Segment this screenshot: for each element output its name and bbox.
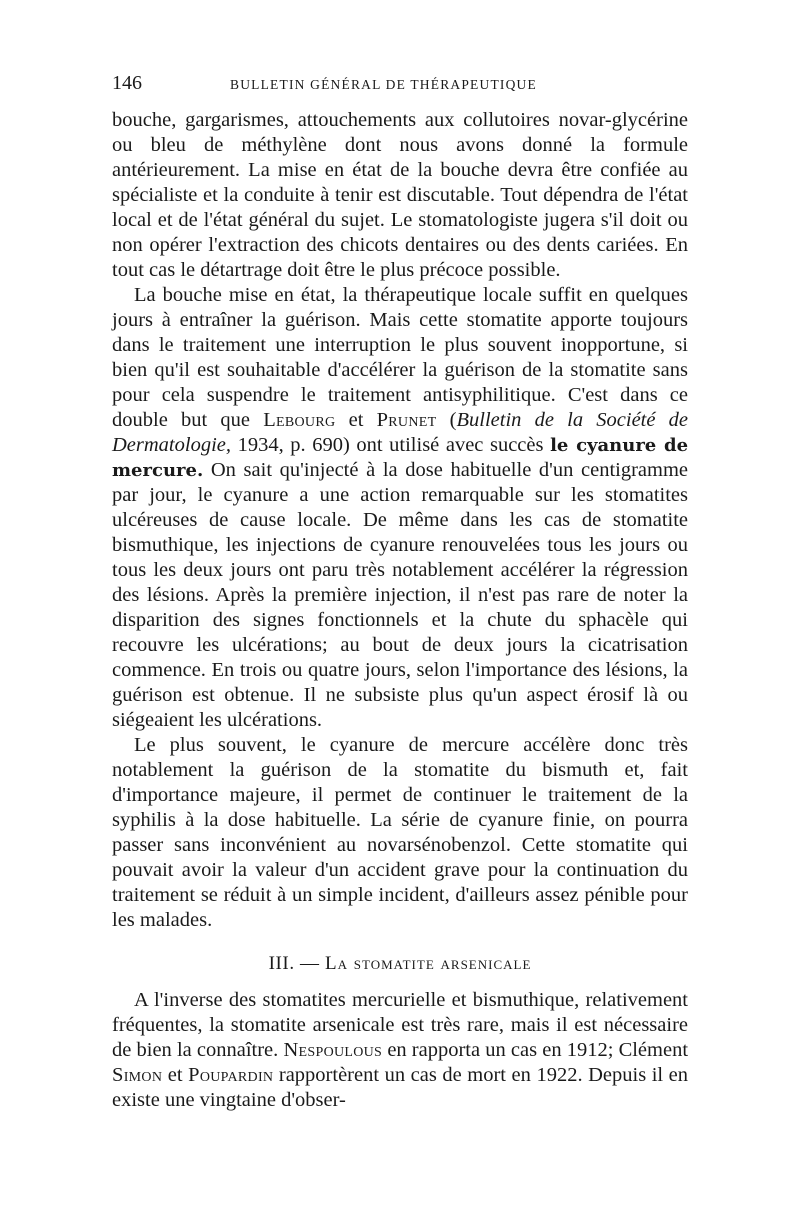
page (112, 72, 688, 1113)
citation-details: 1934, p. 690) (237, 434, 350, 456)
running-head: BULLETIN GÉNÉRAL DE THÉRAPEUTIQUE (230, 77, 537, 92)
paragraph-2 (112, 283, 688, 733)
page-number: 146 (112, 72, 142, 94)
section-numeral: III. — (268, 953, 320, 974)
paragraph-2-text-c: On sait qu'injecté à la dose habituelle d'un centigramme par jour, le cyanure a une action remarquable sur les stomatites ulcéreuses de cause locale. De même dans les cas de stomatite bismuthique, les injections de cyanure renouvelées tous les jours ou tous les deux jours ont paru très notablement accélérer la régression des lésions. Après la première injection, il n'est pas rare de noter la disparition des signes fonctionnels et la chute du sphacèle qui recouvre les ulcérations; au bout de deux jours la cicatrisation commence. En trois ou quatre jours, selon l'importance des lésions, la guérison est obtenue. Il ne subsiste plus qu'un aspect érosif là ou siégeaient les ulcérations. (112, 459, 688, 731)
section-title: La stomatite arsenicale (325, 953, 532, 974)
author-lebourg: Lebourg (263, 409, 336, 431)
paragraph-4-text-b: en rapporta un cas en 1912; Clément (387, 1039, 689, 1061)
paragraph-4-text-c: rapportèrent un cas de mort en 1922. Depuis il en existe une vingtaine d'obser- (112, 1064, 689, 1111)
body-text (112, 108, 688, 1113)
author-nespoulous: Nespoulous (283, 1039, 383, 1061)
paragraph-1: bouche, gargarismes, attouchements aux collutoires novar-glycérine ou bleu de méthylène dont nous avons donné la formule antérieurement. La mise en état de la bouche devra être confiée au spécialiste et la conduite à tenir est discutable. Tout dépendra de l'état local et de l'état général du sujet. Le stomatologiste jugera s'il doit ou non opérer l'extraction des chicots dentaires ou des dents cariées. En tout cas le détartrage doit être le plus précoce possible. (112, 109, 688, 281)
author-prunet: Prunet (376, 409, 437, 431)
citation-open-paren: ( (449, 409, 457, 431)
section-heading (112, 951, 688, 976)
journal-title: Bulletin de la Société de Dermatologie, (112, 409, 689, 456)
page-header (112, 72, 688, 108)
author-poupardin: Poupardin (188, 1064, 274, 1086)
paragraph-3: Le plus souvent, le cyanure de mercure accélère donc très notablement la guérison de la stomatite du bismuth et, fait d'importance majeure, il permet de continuer le traitement de la syphilis à la dose habituelle. La série de cyanure finie, on pourra passer sans inconvénient au novarsénobenzol. Cette stomatite qui pouvait avoir la valeur d'un accident grave pour la continuation du traitement se réduit à un simple incident, d'ailleurs assez pénible pour les malades. (112, 734, 688, 931)
drug-name: le cyanure de mercure. (112, 435, 689, 481)
paragraph-4-text-a: A l'inverse des stomatites mercurielle et bismuthique, relativement fréquentes, la stomatite arsenicale est très rare, mais il est nécessaire de bien la connaître. (112, 989, 688, 1061)
conjunction-et-2: et (167, 1064, 183, 1086)
paragraph-2-text-a: La bouche mise en état, la thérapeutique locale suffit en quelques jours à entraîner la guérison. Mais cette stomatite apporte toujours dans le traitement une interruption le plus souvent inopportune, si bien qu'il est souhaitable d'accélérer la guérison de la stomatite sans pour cela suspendre le traitement antisyphilitique. C'est dans ce double but que (112, 284, 688, 431)
author-simon: Simon (112, 1064, 163, 1086)
conjunction-et: et (348, 409, 364, 431)
paragraph-4 (112, 988, 688, 1113)
paragraph-2-text-b: ont utilisé avec succès (356, 434, 544, 456)
